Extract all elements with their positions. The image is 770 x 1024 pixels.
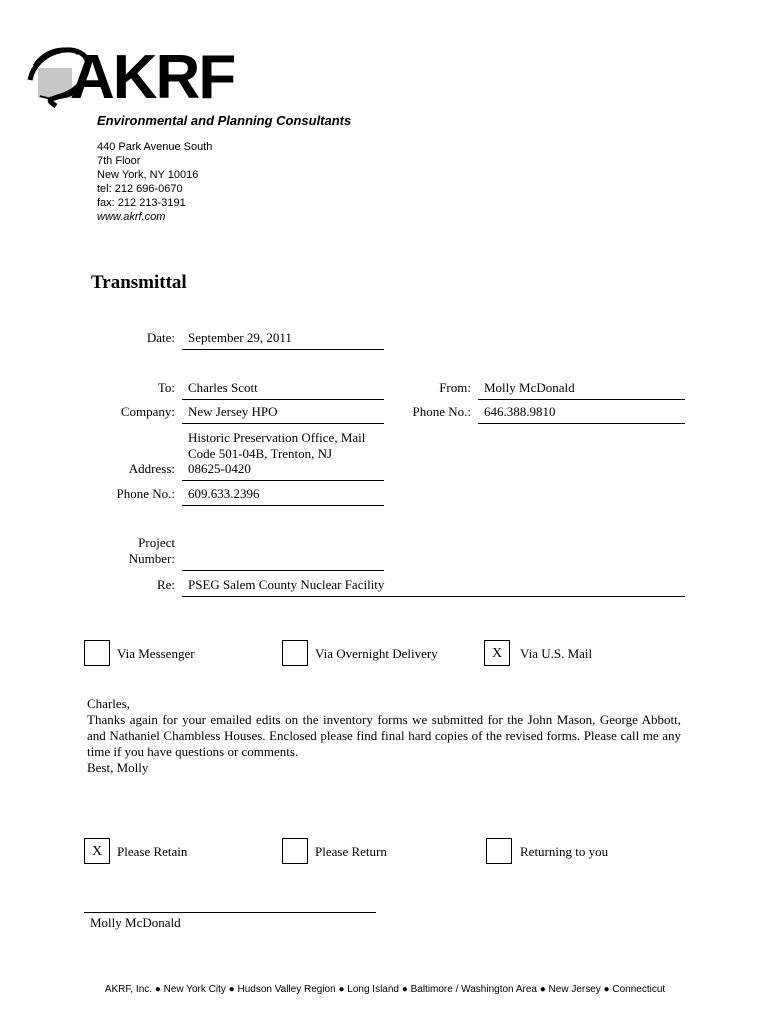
footer-offices: AKRF, Inc. ● New York City ● Hudson Valley Region ● Long Island ● Baltimore / Washington Area ● New Jersey ● Connecticut (104, 984, 666, 995)
date-label: Date: (146, 330, 175, 345)
from-underline (478, 399, 685, 400)
company-fax: fax: 212 213-3191 (97, 197, 186, 209)
from-phone-underline (478, 423, 685, 424)
please-retain-label: Please Retain (117, 844, 188, 859)
phone-label: Phone No.: (116, 486, 175, 501)
from-value: Molly McDonald (484, 380, 575, 395)
logo-swoosh-icon (26, 40, 246, 110)
to-underline (182, 399, 384, 400)
via-us-mail-checkbox[interactable]: X (484, 640, 510, 666)
date-underline (182, 349, 384, 350)
address-underline (182, 480, 384, 481)
company-underline (182, 423, 384, 424)
message-text: Thanks again for your emailed edits on the inventory forms we submitted for the John Mason, George Abbott, and Nathaniel Chambless Houses. Enclosed please find final hard copies of the revised forms. Please call me any time if you have questions or comments. (87, 712, 681, 759)
date-value: September 29, 2011 (188, 330, 292, 345)
phone-underline (182, 505, 384, 506)
via-messenger-checkbox[interactable] (84, 640, 110, 666)
via-us-mail-label: Via U.S. Mail (520, 646, 593, 661)
project-label-1: Project (138, 535, 175, 550)
via-messenger-label: Via Messenger (117, 646, 195, 661)
company-website: www.akrf.com (97, 211, 166, 223)
address-label: Address: (128, 461, 175, 476)
address-line-2: 7th Floor (97, 155, 141, 167)
phone-value: 609.633.2396 (188, 486, 260, 501)
logo-wordmark: AKRF (70, 43, 235, 110)
message-body (87, 696, 681, 776)
to-label: To: (157, 380, 175, 395)
page-title: Transmittal (91, 272, 187, 293)
via-overnight-checkbox[interactable] (282, 640, 308, 666)
returning-to-you-label: Returning to you (520, 844, 609, 859)
returning-to-you-checkbox[interactable] (486, 838, 512, 864)
company-tagline: Environmental and Planning Consultants (97, 113, 352, 128)
address-line-1: 440 Park Avenue South (97, 141, 213, 153)
message-closing: Best, Molly (87, 760, 149, 775)
re-underline (182, 596, 685, 597)
please-return-checkbox[interactable] (282, 838, 308, 864)
to-value: Charles Scott (188, 380, 258, 395)
project-underline (182, 570, 384, 571)
address-value-2: Code 501-04B, Trenton, NJ (188, 446, 333, 461)
company-value: New Jersey HPO (188, 404, 278, 419)
company-label: Company: (120, 404, 175, 419)
re-value: PSEG Salem County Nuclear Facility (188, 577, 385, 592)
akrf-logo (26, 40, 246, 110)
signature-line (84, 912, 376, 913)
signature-name: Molly McDonald (90, 915, 181, 930)
address-value-1: Historic Preservation Office, Mail (188, 430, 366, 445)
from-phone-label: Phone No.: (412, 404, 471, 419)
re-label: Re: (156, 577, 175, 592)
company-tel: tel: 212 696-0670 (97, 183, 183, 195)
address-line-3: New York, NY 10016 (97, 169, 199, 181)
message-salutation: Charles, (87, 696, 130, 711)
from-label: From: (439, 380, 471, 395)
project-label-2: Number: (128, 551, 175, 566)
please-retain-checkbox[interactable]: X (84, 838, 110, 864)
from-phone-value: 646.388.9810 (484, 404, 556, 419)
via-overnight-label: Via Overnight Delivery (315, 646, 438, 661)
address-value-3: 08625-0420 (188, 461, 251, 476)
please-return-label: Please Return (315, 844, 387, 859)
